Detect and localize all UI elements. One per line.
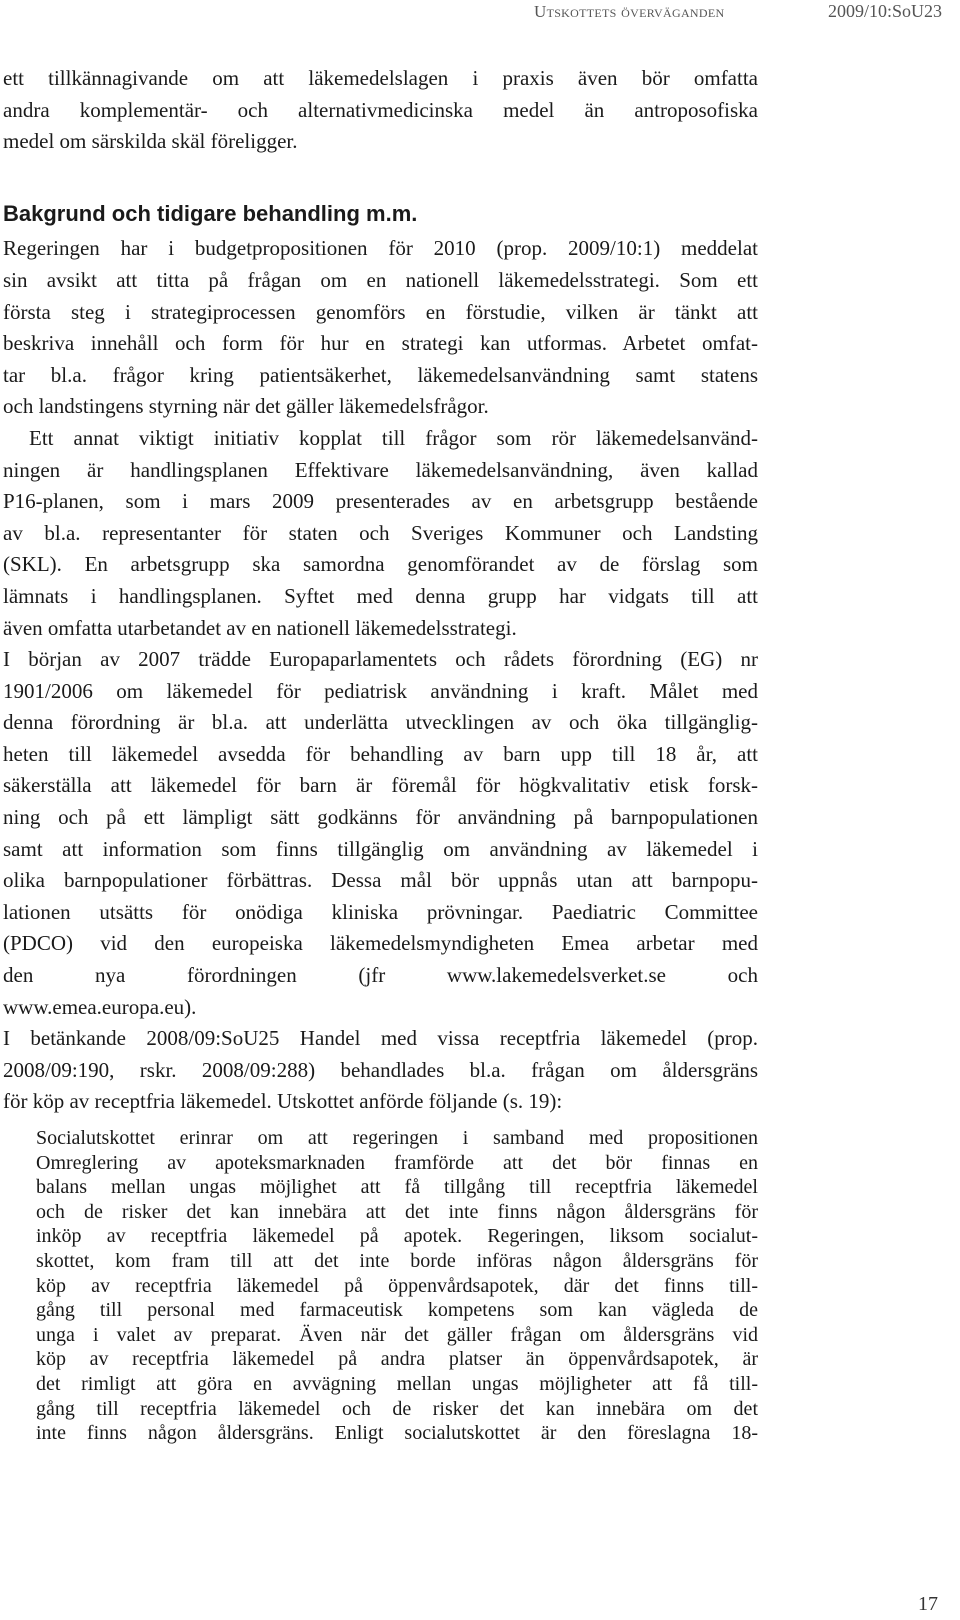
text-line: Regeringen har i budgetpropositionen för 2010 (prop. 2009/10:1) meddelat (3, 236, 758, 261)
text-line: P16-planen, som i mars 2009 presenterades av en arbetsgrupp bestående (3, 489, 758, 514)
running-header (0, 0, 960, 30)
block-quote (3, 1126, 758, 1446)
quote-line: unga i valet av preparat. Även när det gäller frågan om åldersgräns vid (36, 1323, 758, 1346)
quote-line: Omreglering av apoteksmarknaden framförde att det bör finnas en (36, 1151, 758, 1174)
quote-line: köp av receptfria läkemedel på öppenvårdsapotek, där det finns till- (36, 1274, 758, 1297)
quote-line: det rimligt att göra en avvägning mellan ungas möjligheter att få till- (36, 1372, 758, 1395)
text-line: (PDCO) vid den europeiska läkemedelsmyndigheten Emea arbetar med (3, 931, 758, 956)
text-line: heten till läkemedel avsedda för behandling av barn upp till 18 år, att (3, 741, 758, 766)
quote-line: köp av receptfria läkemedel på andra platser än öppenvårdsapotek, är (36, 1348, 758, 1371)
quote-line: inte finns någon åldersgräns. Enligt socialutskottet är den föreslagna 18- (36, 1422, 758, 1445)
text-line: 2008/09:190, rskr. 2008/09:288) behandlades bl.a. frågan om åldersgräns (3, 1057, 758, 1082)
header-section-text: Utskottets överväganden (534, 2, 725, 21)
body-text (3, 63, 758, 1446)
text-line: första steg i strategiprocessen genomförs en förstudie, vilken är tänkt att (3, 299, 758, 324)
paragraph-betankande (3, 1023, 758, 1118)
text-line: tar bl.a. frågor kring patientsäkerhet, läkemedelsanvändning samt statens (3, 362, 758, 387)
quote-line: Socialutskottet erinrar om att regeringen i samband med propositionen (36, 1127, 758, 1149)
header-document-id: 2009/10:SoU23 (827, 1, 942, 21)
text-line: lämnats i handlingsplanen. Syftet med denna grupp har vidgats till att (3, 583, 758, 608)
section-heading: Bakgrund och tidigare behandling m.m. (3, 200, 418, 226)
text-line: www.emea.europa.eu). (3, 994, 197, 1019)
text-line: ning och på ett lämpligt sätt godkänns för användning på barnpopulationen (3, 805, 758, 830)
text-line: och landstingens styrning när det gäller läkemedelsfrågor. (3, 394, 489, 419)
text-line: även omfatta utarbetandet av en nationell läkemedelsstrategi. (3, 615, 517, 640)
text-line: (SKL). En arbetsgrupp ska samordna genomförandet av de förslag som (3, 552, 758, 577)
text-line: beskriva innehåll och form för hur en strategi kan utformas. Arbetet omfat- (3, 331, 758, 356)
quote-line: inköp av receptfria läkemedel på apotek. Regeringen, liksom socialut- (36, 1225, 758, 1248)
text-line: för köp av receptfria läkemedel. Utskottet anförde följande (s. 19): (3, 1089, 563, 1114)
text-line: säkerställa att läkemedel för barn är föremål för högkvalitativ etisk forsk- (3, 773, 758, 798)
text-line: ningen är handlingsplanen Effektivare läkemedelsanvändning, även kallad (3, 457, 758, 482)
page-number: 17 (918, 1593, 938, 1615)
text-line: 1901/2006 om läkemedel för pediatrisk användning i kraft. Målet med (3, 678, 758, 703)
paragraph-p16-plan (3, 423, 758, 644)
quote-line: balans mellan ungas möjlighet att få tillgång till receptfria läkemedel (36, 1176, 758, 1199)
text-line: andra komplementär- och alternativmedicinska medel än antroposofiska (3, 97, 758, 122)
paragraph-pediatric-regulation (3, 644, 758, 1023)
text-line: sin avsikt att titta på frågan om en nationell läkemedelsstrategi. Som ett (3, 267, 758, 292)
quote-line: skottet, kom fram till att det inte borde införas någon åldersgräns för (36, 1249, 758, 1272)
text-line: I början av 2007 trädde Europaparlamentets och rådets förordning (EG) nr (3, 647, 758, 672)
text-line: denna förordning är bl.a. att underlätta utvecklingen av och öka tillgänglig- (3, 710, 758, 735)
text-line: den nya förordningen (jfr www.lakemedelsverket.se och (3, 963, 758, 988)
quote-line: gång till personal med farmaceutisk kompetens som kan vägleda de (36, 1299, 758, 1322)
text-line: olika barnpopulationer förbättras. Dessa mål bör uppnås utan att barnpopu- (3, 868, 758, 893)
text-line: lationen utsätts för onödiga kliniska prövningar. Paediatric Committee (3, 899, 758, 924)
text-line: av bl.a. representanter för staten och Sveriges Kommuner och Landsting (3, 520, 758, 545)
paragraph-budget-proposition (3, 233, 758, 423)
header-section-title (534, 2, 724, 22)
text-line: I betänkande 2008/09:SoU25 Handel med vissa receptfria läkemedel (prop. (3, 1026, 758, 1051)
text-line: ett tillkännagivande om att läkemedelslagen i praxis även bör omfatta (3, 66, 758, 90)
text-line: samt att information som finns tillgänglig om användning av läkemedel i (3, 836, 758, 861)
paragraph-intro-continuation (3, 63, 758, 158)
quote-line: och de risker det kan innebära att det inte finns någon åldersgräns för (36, 1200, 758, 1223)
quote-line: gång till receptfria läkemedel och de risker det kan innebära om det (36, 1397, 758, 1420)
text-line: Ett annat viktigt initiativ kopplat till frågor som rör läkemedelsanvänd- (29, 425, 758, 450)
text-line: medel om särskilda skäl föreligger. (3, 129, 298, 154)
